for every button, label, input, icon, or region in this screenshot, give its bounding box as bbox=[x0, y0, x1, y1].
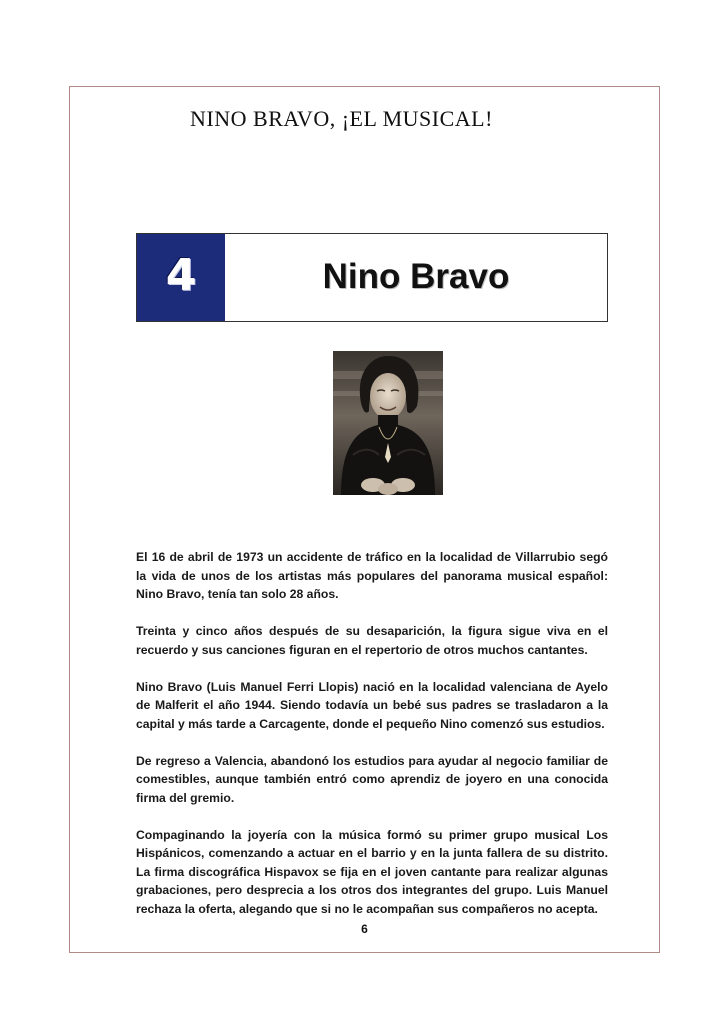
portrait-photo bbox=[333, 351, 443, 495]
chapter-number: 4 bbox=[165, 250, 197, 301]
page-header-title: NINO BRAVO, ¡EL MUSICAL! bbox=[190, 106, 493, 131]
body-paragraph: De regreso a Valencia, abandonó los estudios para ayudar al negocio familiar de comestibles, aunque también entró como aprendiz de joyero en una conocida firma del gremio. bbox=[136, 753, 608, 805]
body-paragraph: Treinta y cinco años después de su desaparición, la figura sigue viva en el recuerdo y sus canciones figuran en el repertorio de otros muchos cantantes. bbox=[136, 624, 608, 657]
body-paragraph: Nino Bravo (Luis Manuel Ferri Llopis) nació en la localidad valenciana de Ayelo de Malferit el año 1944. Siendo todavía un bebé sus padres se trasladaron a la capital y más tarde a Carcagente, donde el pequeño Nino comenzó sus estudios. bbox=[136, 679, 608, 731]
chapter-banner bbox=[136, 233, 608, 322]
body-text bbox=[136, 548, 608, 937]
page-number: 6 bbox=[361, 922, 368, 936]
chapter-title: Nino Bravo bbox=[322, 257, 510, 296]
body-paragraph: El 16 de abril de 1973 un accidente de tráfico en la localidad de Villarrubio segó la vida de unos de los artistas más populares del panorama musical español: Nino Bravo, tenía tan solo 28 años. bbox=[136, 550, 608, 601]
chapter-number-box bbox=[137, 234, 225, 321]
body-paragraph: Compaginando la joyería con la música formó su primer grupo musical Los Hispánicos, comenzando a actuar en el barrio y en la junta fallera de su distrito. La firma discográfica Hispavox se fija en el joven cantante para realizar algunas grabaciones, pero desprecia a los otros dos integrantes del grupo. Luis Manuel rechaza la oferta, alegando que si no le acompañan sus compañeros no acepta. bbox=[136, 827, 608, 916]
